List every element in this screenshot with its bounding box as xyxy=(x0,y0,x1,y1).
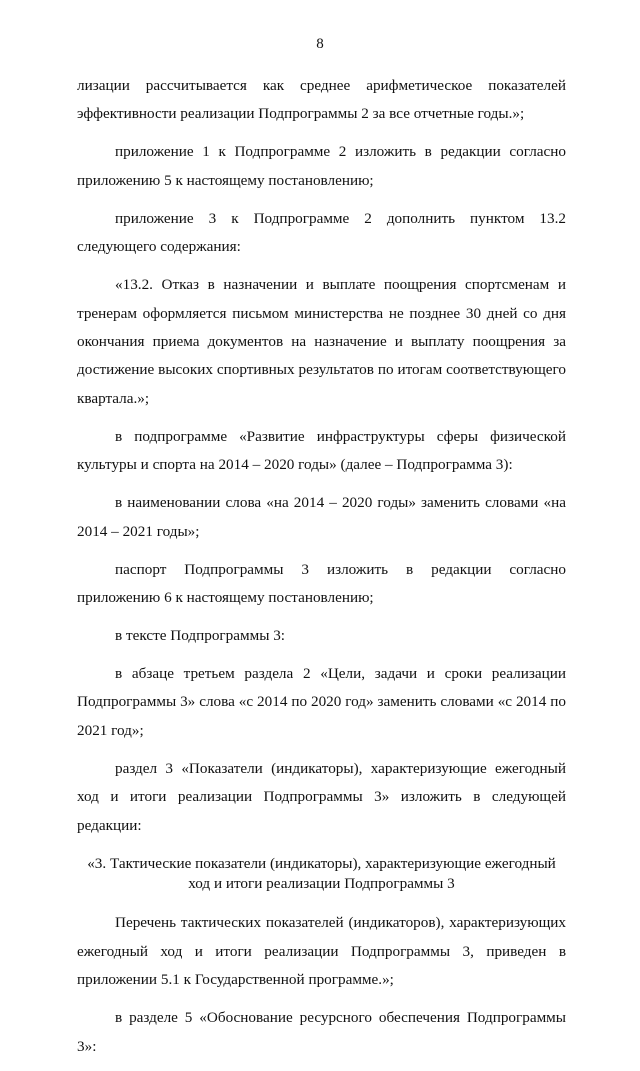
paragraph-appendix-1: приложение 1 к Подпрограмме 2 изложить в редакции согласно приложению 5 к настоящему постановлению; xyxy=(77,143,566,189)
paragraph-title-change: в наименовании слова «на 2014 – 2020 годы» заменить словами «на 2014 – 2021 годы»; xyxy=(77,494,566,540)
paragraph-subprogram-3: в подпрограмме «Развитие инфраструктуры сферы физической культуры и спорта на 2014 – 2020 годы» (далее – Подпрограмма 3): xyxy=(77,427,566,474)
page-number: 8 xyxy=(316,36,324,52)
paragraph-section-3: раздел 3 «Показатели (индикаторы), характеризующие ежегодный ход и итоги реализации Подпрограммы 3» изложить в следующей редакции: xyxy=(77,759,566,834)
paragraph-continuation: лизации рассчитывается как среднее арифметическое показателей эффективности реализации Подпрограммы 2 за все отчетные годы.»; xyxy=(77,77,566,123)
paragraph-section-5: в разделе 5 «Обоснование ресурсного обеспечения Подпрограммы 3»: xyxy=(77,1009,566,1055)
paragraph-clause-13-2: «13.2. Отказ в назначении и выплате поощрения спортсменам и тренерам оформляется письмом министерства не позднее 30 дней со дня окончания приема документов на назначение и выплату поощрения за достижение высоких спортивных результатов по итогам соответствующего квартала.»; xyxy=(77,276,566,407)
paragraph-section-2: в абзаце третьем раздела 2 «Цели, задачи и сроки реализации Подпрограммы 3» слова «с 2014 по 2020 год» заменить словами «с 2014 по 2021 год»; xyxy=(77,665,566,739)
document-body xyxy=(77,72,566,1071)
paragraph-appendix-3: приложение 3 к Подпрограмме 2 дополнить пунктом 13.2 следующего содержания: xyxy=(77,209,566,256)
paragraph-indicators-list: Перечень тактических показателей (индикаторов), характеризующих ежегодный ход и итоги реализации Подпрограммы 3, приведен в приложении 5.1 к Государственной программе.»; xyxy=(77,914,566,989)
section-heading-line-2: ход и итоги реализации Подпрограммы 3 xyxy=(188,874,455,892)
paragraph-text-subprogram: в тексте Подпрограммы 3: xyxy=(115,627,286,645)
section-heading-line-1: «3. Тактические показатели (индикаторы), характеризующие ежегодный xyxy=(87,854,556,872)
section-heading xyxy=(77,850,566,900)
paragraph-passport: паспорт Подпрограммы 3 изложить в редакции согласно приложению 6 к настоящему постановлению; xyxy=(77,560,566,607)
